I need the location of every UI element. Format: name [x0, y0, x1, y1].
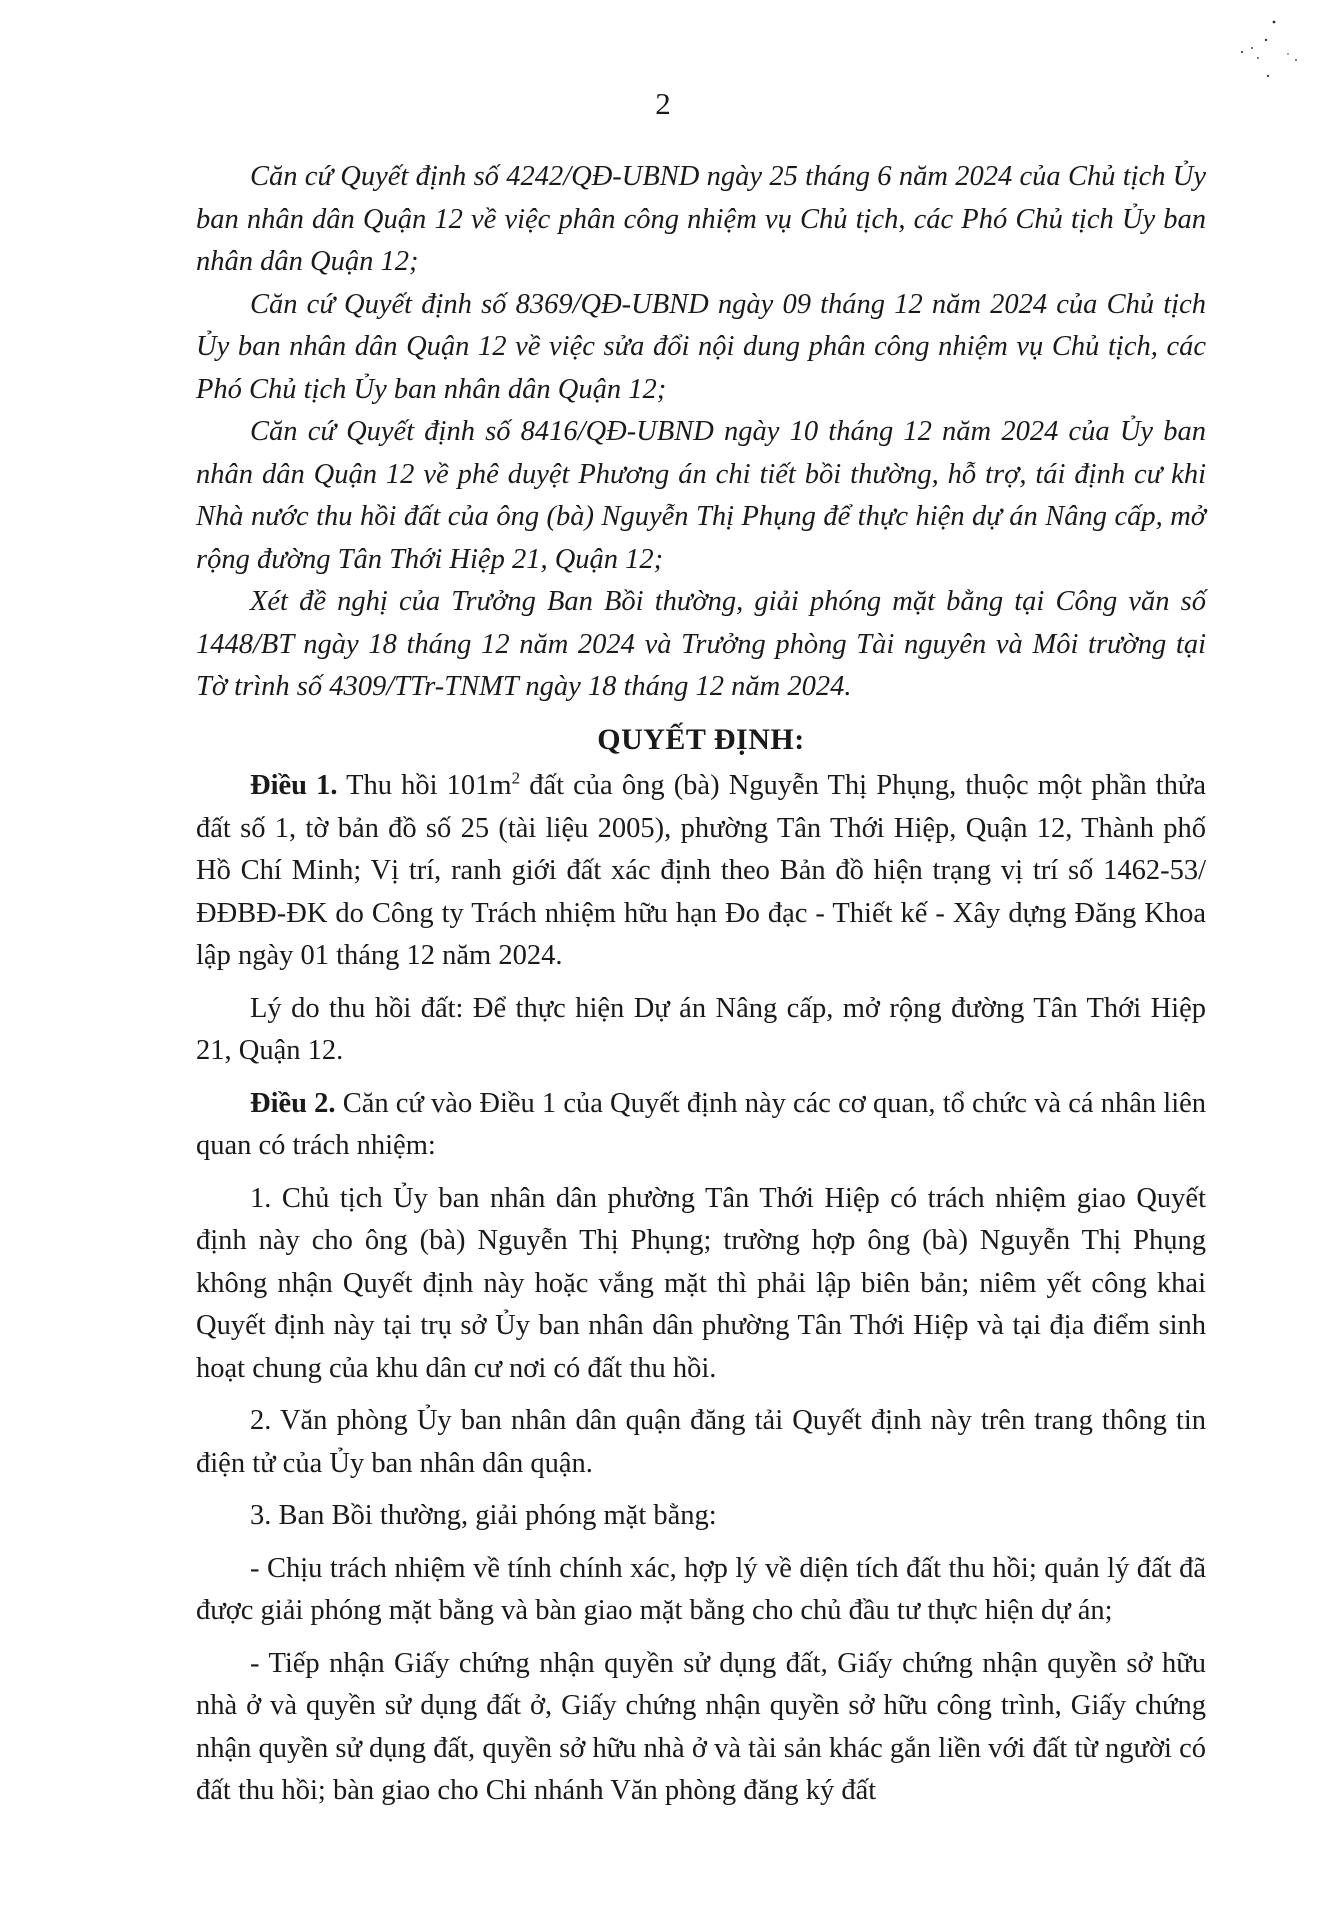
scan-noise-marks — [1222, 14, 1302, 94]
article-1 — [196, 765, 1206, 978]
article-2-label: Điều 2. — [250, 1087, 336, 1119]
article-2-item-3-a: - Chịu trách nhiệm về tính chính xác, hợp lý về diện tích đất thu hồi; quản lý đất đã được giải phóng mặt bằng và bàn giao mặt bằng cho chủ đầu tư thực hiện dự án; — [196, 1552, 1206, 1626]
article-2-item-1: 1. Chủ tịch Ủy ban nhân dân phường Tân Thới Hiệp có trách nhiệm giao Quyết định này cho ông (bà) Nguyễn Thị Phụng; trường hợp ông (bà) Nguyễn Thị Phụng không nhận Quyết định này hoặc vắng mặt thì phải lập biên bản; niêm yết công khai Quyết định này tại trụ sở Ủy ban nhân dân phường Tân Thới Hiệp và tại địa điểm sinh hoạt chung của khu dân cư nơi có đất thu hồi. — [196, 1182, 1206, 1384]
article-2-item-3: 3. Ban Bồi thường, giải phóng mặt bằng: — [250, 1500, 717, 1531]
article-2-item-3-b: - Tiếp nhận Giấy chứng nhận quyền sử dụng đất, Giấy chứng nhận quyền sở hữu nhà ở và quyền sử dụng đất ở, Giấy chứng nhận quyền sở hữu công trình, Giấy chứng nhận quyền sử dụng đất, quyền sở hữu nhà ở và tài sản khác gắn liền với đất từ người có đất thu hồi; bàn giao cho Chi nhánh Văn phòng đăng ký đất — [196, 1647, 1206, 1806]
legal-basis-4: Xét đề nghị của Trưởng Ban Bồi thường, giải phóng mặt bằng tại Công văn số 1448/BT ngày 18 tháng 12 năm 2024 và Trưởng phòng Tài nguyên và Môi trường tại Tờ trình số 4309/TTr-TNMT ngày 18 tháng 12 năm 2024. — [196, 586, 1206, 702]
legal-basis-3: Căn cứ Quyết định số 8416/QĐ-UBND ngày 10 tháng 12 năm 2024 của Ủy ban nhân dân Quận 12 về phê duyệt Phương án chi tiết bồi thường, hỗ trợ, tái định cư khi Nhà nước thu hồi đất của ông (bà) Nguyễn Thị Phụng để thực hiện dự án Nâng cấp, mở rộng đường Tân Thới Hiệp 21, Quận 12; — [196, 416, 1206, 575]
article-1-text-rest: đất của ông (bà) Nguyễn Thị Phụng, thuộc một phần thửa đất số 1, tờ bản đồ số 25 (tài liệu 2005), phường Tân Thới Hiệp, Quận 12, Thành phố Hồ Chí Minh; Vị trí, ranh giới đất xác định theo Bản đồ hiện trạng vị trí số 1462-53/ĐĐBĐ-ĐK do Công ty Trách nhiệm hữu hạn Đo đạc - Thiết kế - Xây dựng Đăng Khoa lập ngày 01 tháng 12 năm 2024. — [196, 770, 1206, 971]
article-2-text: Căn cứ vào Điều 1 của Quyết định này các cơ quan, tổ chức và cá nhân liên quan có trách nhiệm: — [196, 1087, 1207, 1161]
legal-basis-2: Căn cứ Quyết định số 8369/QĐ-UBND ngày 09 tháng 12 năm 2024 của Chủ tịch Ủy ban nhân dân Quận 12 về việc sửa đổi nội dung phân công nhiệm vụ Chủ tịch, các Phó Chủ tịch Ủy ban nhân dân Quận 12; — [196, 288, 1206, 405]
legal-basis-1: Căn cứ Quyết định số 4242/QĐ-UBND ngày 25 tháng 6 năm 2024 của Chủ tịch Ủy ban nhân dân Quận 12 về việc phân công nhiệm vụ Chủ tịch, các Phó Chủ tịch Ủy ban nhân dân Quận 12; — [196, 161, 1206, 277]
area-unit-superscript: 2 — [511, 768, 521, 788]
article-1-text-start: Thu hồi 101m — [337, 770, 512, 801]
article-1-label: Điều 1. — [250, 770, 338, 801]
article-1-reason: Lý do thu hồi đất: Để thực hiện Dự án Nâng cấp, mở rộng đường Tân Thới Hiệp 21, Quận 12. — [196, 992, 1206, 1066]
decision-heading: QUYẾT ĐỊNH: — [597, 722, 805, 756]
page-number: 2 — [655, 86, 671, 121]
document-body — [196, 156, 1206, 1813]
article-2 — [196, 1083, 1206, 1168]
article-2-item-2: 2. Văn phòng Ủy ban nhân dân quận đăng tải Quyết định này trên trang thông tin điện tử của Ủy ban nhân dân quận. — [196, 1405, 1206, 1479]
